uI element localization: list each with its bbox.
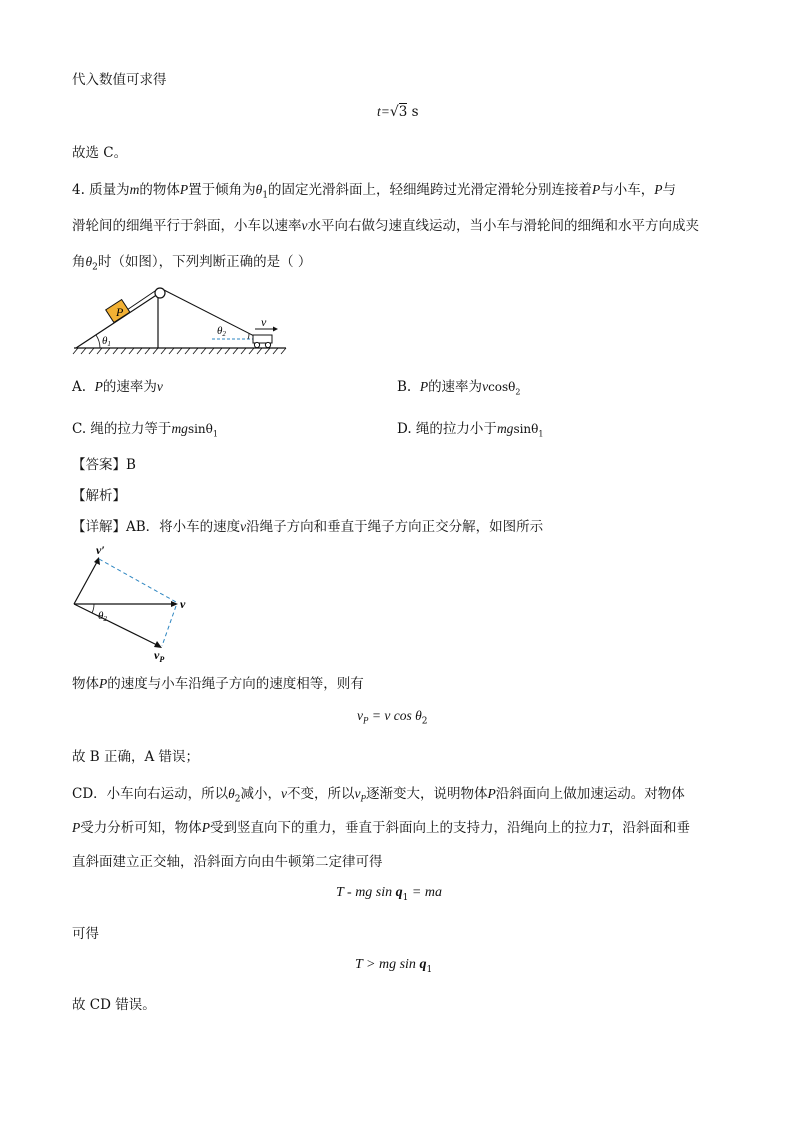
equation-inequality [355,956,432,975]
dashed-parallel-line [162,606,176,646]
question-4-line-1 [72,178,676,201]
var-q: q [395,885,403,900]
cos-text: cosθ [488,380,516,394]
var-q: q [419,957,427,972]
var-P: P [99,676,108,691]
q4-text: 置于倾角为 [188,182,256,198]
eq-lhs: T - mg sin [336,885,396,900]
para-text: 受力分析可知，物体 [80,820,202,836]
var-P: P [72,820,81,835]
q4-text: 角 [72,254,86,270]
para-text: 不变，所以 [287,786,355,802]
unit: s [407,104,419,120]
theta2-label: θ2 [217,325,226,338]
question-4-line-3 [72,250,311,273]
sub: 1 [212,429,218,439]
theta1-arc [96,335,100,348]
text-line [72,672,364,692]
v-label: v [180,597,186,611]
option-text: C. 绳的拉力等于 [72,421,172,437]
sub: P [360,793,367,804]
answer-line: 【答案】B [72,457,136,473]
option-D [397,417,543,439]
pulley [155,288,165,298]
v-arrowhead [171,601,178,607]
option-text: 的速率为 [102,379,157,395]
sqrt-radicand: 3 [398,104,408,120]
q4-text: 4. 质量为 [72,182,130,198]
dashed-parallel-line [99,559,176,602]
analysis-heading: 【解析】 [72,488,126,504]
option-C [72,417,218,439]
equation-vp [357,708,427,727]
theta1-label: θ1 [102,335,111,348]
sub: 2 [421,716,428,727]
option-A [72,375,163,395]
var-theta: θ [85,254,93,269]
sub: 2 [92,262,98,273]
equation-newton [336,884,442,903]
var-v: v [357,708,363,723]
velocity-label: v [261,315,267,329]
var-P: P [487,786,496,801]
option-text: 的速率为 [428,379,483,395]
var-P: P [201,820,210,835]
para-text: 减小， [240,786,282,802]
cd-line-3: 直斜面建立正交轴，沿斜面方向由牛顿第二定律可得 [72,854,383,870]
var-P: P [654,182,663,197]
var-theta: θ [228,786,235,801]
sub: 2 [515,387,521,397]
var-v: v [156,379,163,394]
para-text: 受到竖直向下的重力，垂直于斜面向上的支持力，沿绳向上的拉力 [210,820,602,836]
var-v: v [240,519,247,534]
v-prime-arrow [74,562,97,604]
v-prime-label: v′ [96,543,105,557]
detail-text: 【详解】AB．将小车的速度 [72,519,241,535]
ground-hatch [73,348,286,354]
option-B [397,375,520,397]
sin-text: sinθ [187,422,213,436]
q4-text: 与 [662,182,677,198]
option-letter: A. [72,379,87,395]
velocity-arrowhead [273,327,278,332]
block-label: P [116,305,124,319]
equation-t [377,104,419,120]
var-mg: mg [496,421,514,436]
text-line: 故选 C。 [72,145,128,161]
var-T: T [601,820,610,835]
cart-body [253,335,272,343]
detail-line [72,515,543,535]
sin-text: sinθ [513,422,539,436]
var-v: v [281,786,288,801]
var-P: P [592,182,601,197]
q4-text: 与小车， [600,182,655,198]
var-v: v [354,786,361,801]
text-line: 可得 [72,926,99,942]
theta2-label: θ2 [98,610,107,623]
sub: 1 [262,190,269,201]
var-t: t= [377,104,390,119]
var-mg: mg [171,421,188,436]
v-prime-arrowhead [94,557,100,565]
q4-text: 水平向右做匀速直线运动，当小车与滑轮间的细绳和水平方向成夹 [307,218,699,234]
cd-line-1 [72,782,685,805]
cd-line-2 [72,816,690,836]
eq-rhs: = v cos θ [368,708,422,723]
var-theta: θ [255,182,263,197]
eq-lhs: T > mg sin [355,957,420,972]
para-text: 沿斜面向上做加速运动。对物体 [495,786,685,802]
q4-text: 滑轮间的细绳平行于斜面，小车以速率 [72,218,302,234]
sub: P [363,715,369,726]
theta2-arc [92,604,94,613]
question-4-line-2 [72,214,699,234]
para-text: CD．小车向右运动，所以 [72,786,229,802]
sub: 1 [402,892,409,903]
cart-wheel [254,342,259,347]
cart-wheel [265,342,270,347]
incline-pulley-figure [72,282,292,356]
rope-cart [164,290,260,339]
sub: 1 [426,964,433,975]
var-P: P [179,182,189,197]
q4-text: 的物体 [139,182,180,198]
para-text: 的速度与小车沿绳子方向的速度相等，则有 [107,676,364,692]
theta2-arc [248,333,249,339]
option-letter: B. [397,379,412,395]
sub: 1 [538,429,544,439]
q4-text: 的固定光滑斜面上，轻细绳跨过光滑定滑轮分别连接着 [268,182,593,198]
text-line: 故 CD 错误。 [72,997,156,1013]
sqrt-sign: √ [389,104,399,120]
para-text: 逐渐变大，说明物体 [366,786,488,802]
vp-label: $v_P$ [154,648,165,664]
var-v: v [482,379,489,394]
vp-arrow [74,604,157,645]
var-P: P [94,379,103,394]
text-line: 代入数值可求得 [72,72,167,88]
eq-rhs: = ma [408,885,442,900]
var-v: v [301,218,308,233]
para-text: ，沿斜面和垂 [609,820,691,836]
sub: 2 [234,794,241,805]
velocity-decomposition-figure [68,540,198,664]
var-m: m [129,182,140,197]
detail-text: 沿绳子方向和垂直于绳子方向正交分解，如图所示 [246,519,544,535]
q4-text: 时（如图），下列判断正确的是（ ） [97,254,312,270]
option-text: D. 绳的拉力小于 [397,421,497,437]
var-P: P [419,379,429,394]
para-text: 物体 [72,676,99,692]
text-line: 故 B 正确，A 错误； [72,749,200,765]
